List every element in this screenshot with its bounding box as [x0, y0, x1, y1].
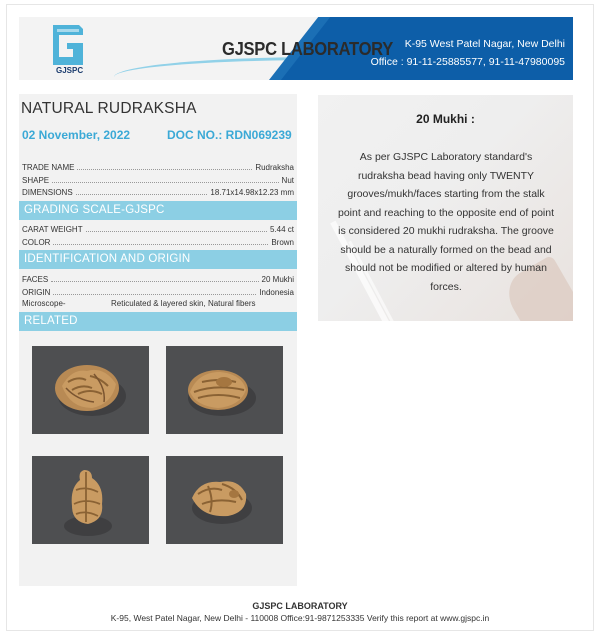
logo-text: GJSPC: [56, 66, 84, 75]
dotted-leader: [53, 244, 268, 245]
header-address: K-95 West Patel Nagar, New Delhi: [404, 38, 565, 50]
detail-row-origin: [22, 286, 294, 297]
detail-row-shape: [22, 174, 294, 185]
microscope-label: Microscope-: [22, 299, 66, 308]
dotted-leader: [77, 169, 252, 170]
section-bar-related: RELATED: [19, 312, 297, 331]
detail-label: SHAPE: [22, 176, 50, 185]
report-date: 02 November, 2022: [22, 128, 131, 142]
dotted-leader: [51, 281, 258, 282]
card-description: As per GJSPC Laboratory standard's rudraksha bead having only TWENTY grooves/mukh/faces starting from the stalk point and reaching to the opposite end of point is considered 20 mukhi rudraksha. The groove should be a naturally formed on the bead and should not be modified or altered by human forces.: [338, 151, 554, 293]
header-office-phone: Office : 91-11-25885577, 91-11-47980095: [370, 56, 565, 68]
detail-row-faces: [22, 273, 294, 284]
detail-value: Indonesia: [259, 288, 294, 297]
detail-value: Brown: [271, 238, 294, 247]
card-title: 20 Mukhi :: [416, 112, 475, 126]
report-title: NATURAL RUDRAKSHA: [21, 100, 197, 117]
rudraksha-bead-icon: [166, 346, 283, 434]
dotted-leader: [53, 294, 256, 295]
dotted-leader: [86, 231, 267, 232]
doc-number: DOC NO.: RDN069239: [167, 128, 292, 142]
detail-value: 18.71x14.98x12.23 mm: [210, 188, 294, 197]
mukhi-description-card: [318, 95, 573, 321]
rudraksha-photo-front: [32, 346, 149, 434]
section-bar-identification: IDENTIFICATION AND ORIGIN: [19, 250, 297, 269]
footer-lab-name: GJSPC LABORATORY: [252, 601, 348, 611]
detail-value: 20 Mukhi: [261, 275, 294, 284]
report-details-panel: [19, 94, 297, 586]
detail-label: TRADE NAME: [22, 163, 75, 172]
detail-label: ORIGIN: [22, 288, 51, 297]
section-bar-grading: GRADING SCALE-GJSPC: [19, 201, 297, 220]
rudraksha-photo-top: [32, 456, 149, 544]
rudraksha-photo-angle: [166, 456, 283, 544]
rudraksha-photo-side: [166, 346, 283, 434]
rudraksha-bead-icon: [166, 456, 283, 544]
gjspc-logo-icon: [49, 23, 87, 67]
detail-label: CARAT WEIGHT: [22, 225, 83, 234]
detail-row-dimensions: [22, 186, 294, 197]
detail-label: FACES: [22, 275, 49, 284]
report-header: [19, 17, 573, 80]
detail-value: Rudraksha: [255, 163, 294, 172]
dotted-leader: [76, 194, 208, 195]
microscope-value: Reticulated & layered skin, Natural fibers: [111, 299, 256, 308]
footer-address-line: K-95, West Patel Nagar, New Delhi - 110008 Office:91-9871253335 Verify this report at www.gjspc.in: [110, 613, 490, 623]
rudraksha-bead-icon: [32, 456, 149, 544]
lab-title: GJSPC LABORATORY: [222, 39, 394, 59]
microscope-row: [22, 299, 256, 308]
detail-value: Nut: [281, 176, 294, 185]
detail-label: DIMENSIONS: [22, 188, 73, 197]
detail-row-trade-name: [22, 161, 294, 172]
detail-value: 5.44 ct: [269, 225, 294, 234]
detail-row-color: [22, 236, 294, 247]
detail-row-carat-weight: [22, 223, 294, 234]
rudraksha-bead-icon: [32, 346, 149, 434]
detail-label: COLOR: [22, 238, 51, 247]
dotted-leader: [52, 182, 278, 183]
